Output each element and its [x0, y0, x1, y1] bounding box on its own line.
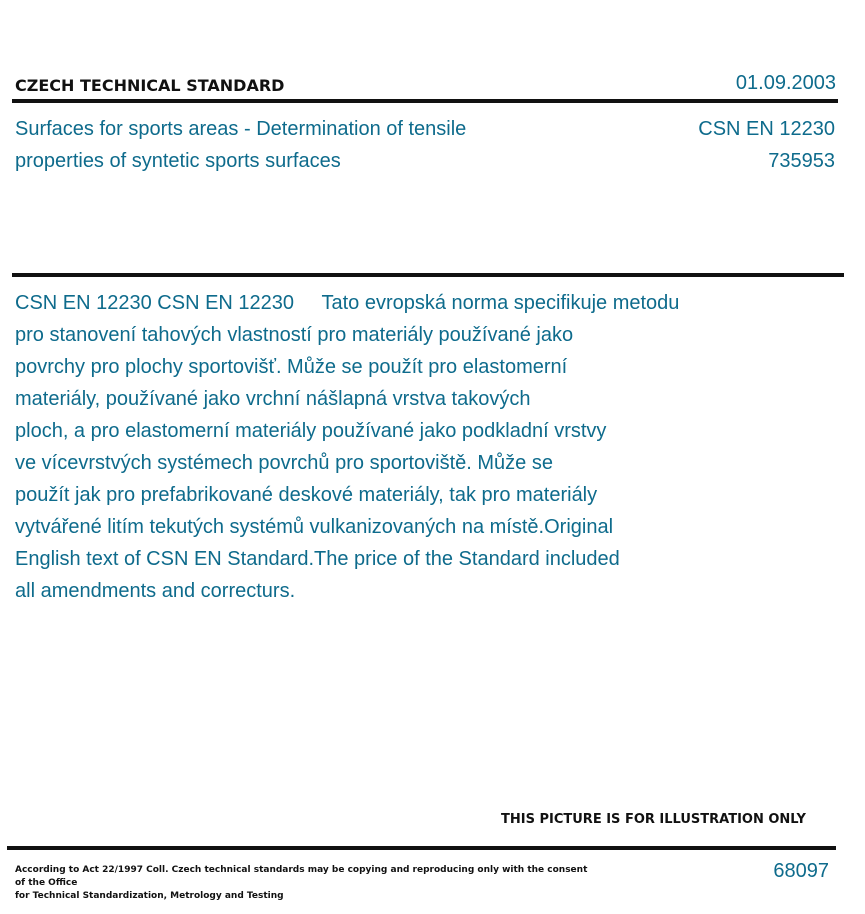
abstract-line: vytvářené litím tekutých systémů vulkanizovaných na místě.Original: [15, 516, 614, 538]
illustration-note: THIS PICTURE IS FOR ILLUSTRATION ONLY: [501, 812, 806, 827]
abstract-text: [15, 287, 755, 607]
publication-date: 01.09.2003: [735, 72, 836, 94]
abstract-line: povrchy pro plochy sportovišť. Může se použít pro elastomerní: [15, 356, 568, 378]
catalog-number: 68097: [773, 860, 829, 882]
legal-notice: [15, 864, 595, 903]
footer-divider: [7, 846, 836, 850]
standard-identifiers: [698, 113, 835, 177]
abstract-line: CSN EN 12230 CSN EN 12230 Tato evropská norma specifikuje metodu: [15, 292, 680, 314]
abstract-line: ploch, a pro elastomerní materiály používané jako podkladní vrstvy: [15, 420, 607, 442]
standard-number: 735953: [768, 150, 835, 172]
section-divider: [12, 273, 844, 277]
abstract-line: použít jak pro prefabrikované deskové materiály, tak pro materiály: [15, 484, 598, 506]
abstract-line: pro stanovení tahových vlastností pro materiály používané jako: [15, 324, 574, 346]
legal-notice-line: According to Act 22/1997 Coll. Czech technical standards may be copying and reproducing only with the consent of the Office: [15, 865, 588, 888]
standard-title-line: properties of syntetic sports surfaces: [15, 150, 341, 172]
abstract-line: materiály, používané jako vrchní nášlapná vrstva takových: [15, 388, 531, 410]
legal-notice-line: for Technical Standardization, Metrology and Testing: [15, 891, 284, 901]
abstract-line: all amendments and correcturs.: [15, 580, 296, 602]
header-divider: [12, 99, 838, 103]
standard-title-line: Surfaces for sports areas - Determination of tensile: [15, 118, 467, 140]
standard-code: CSN EN 12230: [698, 118, 835, 140]
abstract-line: ve vícevrstvých systémech povrchů pro sportoviště. Může se: [15, 452, 553, 474]
document-type-title: CZECH TECHNICAL STANDARD: [15, 76, 285, 95]
standard-title: [15, 113, 575, 177]
abstract-line: English text of CSN EN Standard.The price of the Standard included: [15, 548, 620, 570]
